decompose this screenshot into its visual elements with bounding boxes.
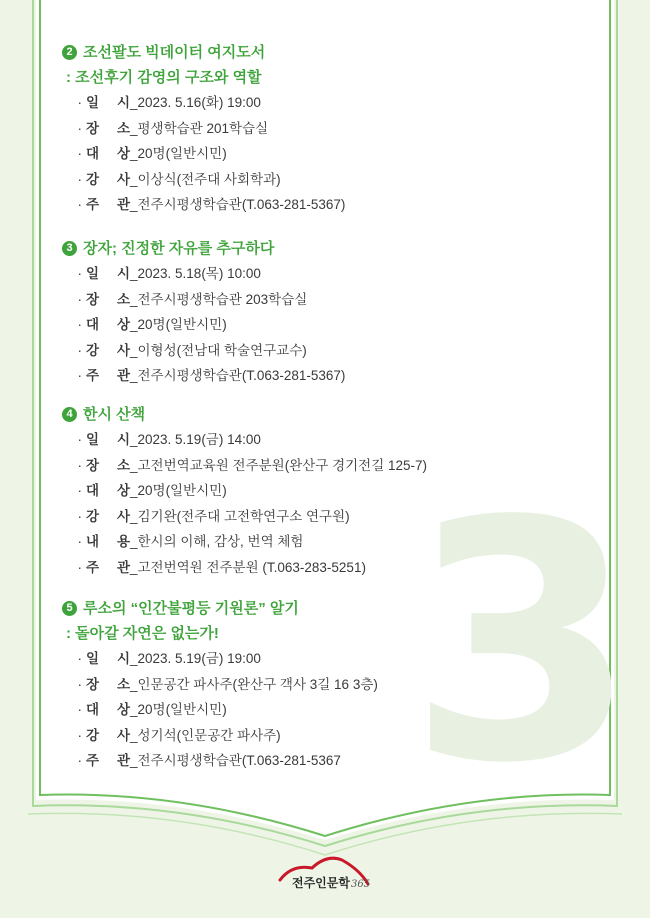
program-section bbox=[62, 236, 622, 389]
jeonju-humanities-logo bbox=[272, 850, 382, 900]
info-row bbox=[62, 427, 622, 453]
info-row bbox=[62, 504, 622, 530]
section-title-text: 조선팔도 빅데이터 여지도서 bbox=[83, 44, 266, 61]
info-label-char: 시 bbox=[116, 95, 130, 110]
section-title bbox=[62, 236, 622, 261]
bullet-icon: · bbox=[77, 534, 82, 549]
bullet-icon: · bbox=[77, 702, 82, 717]
info-label-char: 장 bbox=[86, 120, 100, 136]
info-row bbox=[62, 529, 622, 555]
info-value: _고전번역원 전주분원 (T.063-283-5251) bbox=[130, 559, 366, 575]
info-label-char: 주 bbox=[86, 197, 100, 212]
info-value: _20명(일반시민) bbox=[130, 317, 227, 332]
info-label-char: 강 bbox=[86, 727, 100, 743]
section-title-text: 한시 산책 bbox=[83, 406, 146, 423]
number-badge-icon: 2 bbox=[62, 45, 77, 60]
info-label-char: 강 bbox=[86, 171, 100, 187]
info-label-char: 관 bbox=[116, 368, 130, 383]
info-label-char: 사 bbox=[116, 727, 130, 743]
info-label bbox=[86, 141, 130, 167]
info-label bbox=[86, 723, 130, 749]
info-label-char: 장 bbox=[86, 676, 100, 692]
bullet-icon: · bbox=[77, 753, 82, 768]
info-row bbox=[62, 723, 622, 749]
section-subtitle: : 돌아갈 자연은 없는가! bbox=[66, 625, 219, 642]
info-label-char: 장 bbox=[86, 457, 100, 473]
info-row bbox=[62, 192, 622, 218]
info-label-char: 시 bbox=[116, 266, 130, 281]
info-label bbox=[86, 116, 130, 142]
info-label-char: 시 bbox=[116, 432, 130, 447]
bullet-icon: · bbox=[77, 727, 82, 743]
info-label bbox=[86, 555, 130, 581]
info-label-char: 시 bbox=[116, 651, 130, 666]
info-label bbox=[86, 312, 130, 338]
info-row bbox=[62, 338, 622, 364]
info-label bbox=[86, 478, 130, 504]
info-label bbox=[86, 192, 130, 218]
program-section bbox=[62, 402, 622, 580]
info-value: _전주시평생학습관(T.063-281-5367 bbox=[130, 753, 341, 768]
info-label-char: 주 bbox=[86, 368, 100, 383]
info-value: _20명(일반시민) bbox=[130, 702, 227, 717]
info-label-char: 소 bbox=[116, 291, 130, 307]
info-label-char: 주 bbox=[86, 559, 100, 575]
info-label-char: 관 bbox=[116, 753, 130, 768]
info-row bbox=[62, 141, 622, 167]
bullet-icon: · bbox=[77, 651, 82, 666]
logo-text: 전주인문학365 bbox=[292, 876, 371, 890]
bullet-icon: · bbox=[77, 457, 82, 473]
info-row bbox=[62, 748, 622, 774]
page-number-watermark: 3 bbox=[408, 451, 638, 835]
info-label-char: 대 bbox=[86, 702, 100, 717]
program-section bbox=[62, 40, 622, 218]
info-label bbox=[86, 529, 130, 555]
info-label-char: 강 bbox=[86, 508, 100, 524]
bullet-icon: · bbox=[77, 120, 82, 136]
info-label bbox=[86, 90, 130, 116]
info-value: _김기완(전주대 고전학연구소 연구원) bbox=[130, 508, 350, 524]
bullet-icon: · bbox=[77, 317, 82, 332]
info-value: _인문공간 파사주(완산구 객사 3길 16 3층) bbox=[130, 676, 378, 692]
info-row bbox=[62, 453, 622, 479]
info-label bbox=[86, 646, 130, 672]
info-label-char: 일 bbox=[86, 95, 100, 110]
info-row bbox=[62, 555, 622, 581]
info-row bbox=[62, 261, 622, 287]
info-label-char: 관 bbox=[116, 197, 130, 212]
program-section bbox=[62, 596, 622, 774]
info-label bbox=[86, 748, 130, 774]
section-title bbox=[62, 40, 622, 65]
info-label-char: 상 bbox=[116, 483, 130, 498]
info-label bbox=[86, 504, 130, 530]
info-row bbox=[62, 116, 622, 142]
bullet-icon: · bbox=[77, 559, 82, 575]
info-label bbox=[86, 427, 130, 453]
info-label-char: 강 bbox=[86, 342, 100, 358]
bullet-icon: · bbox=[77, 197, 82, 212]
info-label-char: 상 bbox=[116, 146, 130, 161]
info-row bbox=[62, 697, 622, 723]
info-row bbox=[62, 312, 622, 338]
bullet-icon: · bbox=[77, 368, 82, 383]
section-title bbox=[62, 596, 622, 621]
logo-number: 365 bbox=[350, 879, 371, 890]
number-badge-icon: 3 bbox=[62, 241, 77, 256]
info-label bbox=[86, 453, 130, 479]
info-label bbox=[86, 261, 130, 287]
info-label-char: 상 bbox=[116, 702, 130, 717]
info-label-char: 소 bbox=[116, 457, 130, 473]
bullet-icon: · bbox=[77, 432, 82, 447]
info-row bbox=[62, 167, 622, 193]
info-label-char: 용 bbox=[116, 534, 130, 549]
info-label bbox=[86, 287, 130, 313]
section-title-text: 장자; 진정한 자유를 추구하다 bbox=[83, 240, 275, 257]
info-value: _이형성(전남대 학술연구교수) bbox=[130, 342, 307, 358]
bullet-icon: · bbox=[77, 146, 82, 161]
info-label-char: 내 bbox=[86, 534, 100, 549]
info-label-char: 소 bbox=[116, 120, 130, 136]
bullet-icon: · bbox=[77, 95, 82, 110]
info-label bbox=[86, 338, 130, 364]
info-label-char: 사 bbox=[116, 508, 130, 524]
info-row bbox=[62, 672, 622, 698]
info-row bbox=[62, 363, 622, 389]
bullet-icon: · bbox=[77, 171, 82, 187]
info-value: _평생학습관 201학습실 bbox=[130, 120, 269, 136]
number-badge-icon: 4 bbox=[62, 407, 77, 422]
info-label-char: 사 bbox=[116, 342, 130, 358]
info-row bbox=[62, 646, 622, 672]
bullet-icon: · bbox=[77, 342, 82, 358]
info-label-char: 관 bbox=[116, 559, 130, 575]
bullet-icon: · bbox=[77, 483, 82, 498]
info-value: _전주시평생학습관(T.063-281-5367) bbox=[130, 197, 346, 212]
info-value: _2023. 5.16(화) 19:00 bbox=[130, 95, 261, 110]
info-label-char: 대 bbox=[86, 483, 100, 498]
info-value: _2023. 5.19(금) 19:00 bbox=[130, 651, 261, 666]
info-label-char: 일 bbox=[86, 651, 100, 666]
info-label bbox=[86, 167, 130, 193]
section-title-text: 루소의 “인간불평등 기원론” 알기 bbox=[83, 600, 299, 617]
info-value: _전주시평생학습관(T.063-281-5367) bbox=[130, 368, 346, 383]
info-row bbox=[62, 478, 622, 504]
info-label-char: 상 bbox=[116, 317, 130, 332]
info-value: _고전번역교육원 전주분원(완산구 경기전길 125-7) bbox=[130, 457, 428, 473]
number-badge-icon: 5 bbox=[62, 601, 77, 616]
info-label-char: 장 bbox=[86, 291, 100, 307]
info-label-char: 대 bbox=[86, 146, 100, 161]
info-label-char: 일 bbox=[86, 432, 100, 447]
info-label bbox=[86, 363, 130, 389]
info-value: _한시의 이해, 감상, 번역 체험 bbox=[130, 534, 304, 549]
section-subtitle: : 조선후기 감영의 구조와 역할 bbox=[66, 69, 262, 86]
info-label-char: 일 bbox=[86, 266, 100, 281]
info-label-char: 대 bbox=[86, 317, 100, 332]
info-value: _성기석(인문공간 파사주) bbox=[130, 727, 281, 743]
info-label-char: 사 bbox=[116, 171, 130, 187]
bullet-icon: · bbox=[77, 291, 82, 307]
bullet-icon: · bbox=[77, 676, 82, 692]
info-value: _이상식(전주대 사회학과) bbox=[130, 171, 281, 187]
info-row bbox=[62, 287, 622, 313]
info-label-char: 주 bbox=[86, 753, 100, 768]
info-value: _2023. 5.19(금) 14:00 bbox=[130, 432, 261, 447]
info-label-char: 소 bbox=[116, 676, 130, 692]
info-value: _20명(일반시민) bbox=[130, 146, 227, 161]
info-label bbox=[86, 697, 130, 723]
info-value: _20명(일반시민) bbox=[130, 483, 227, 498]
info-value: _전주시평생학습관 203학습실 bbox=[130, 291, 308, 307]
info-value: _2023. 5.18(목) 10:00 bbox=[130, 266, 261, 281]
section-title bbox=[62, 402, 622, 427]
bullet-icon: · bbox=[77, 508, 82, 524]
info-row bbox=[62, 90, 622, 116]
info-label bbox=[86, 672, 130, 698]
bullet-icon: · bbox=[77, 266, 82, 281]
